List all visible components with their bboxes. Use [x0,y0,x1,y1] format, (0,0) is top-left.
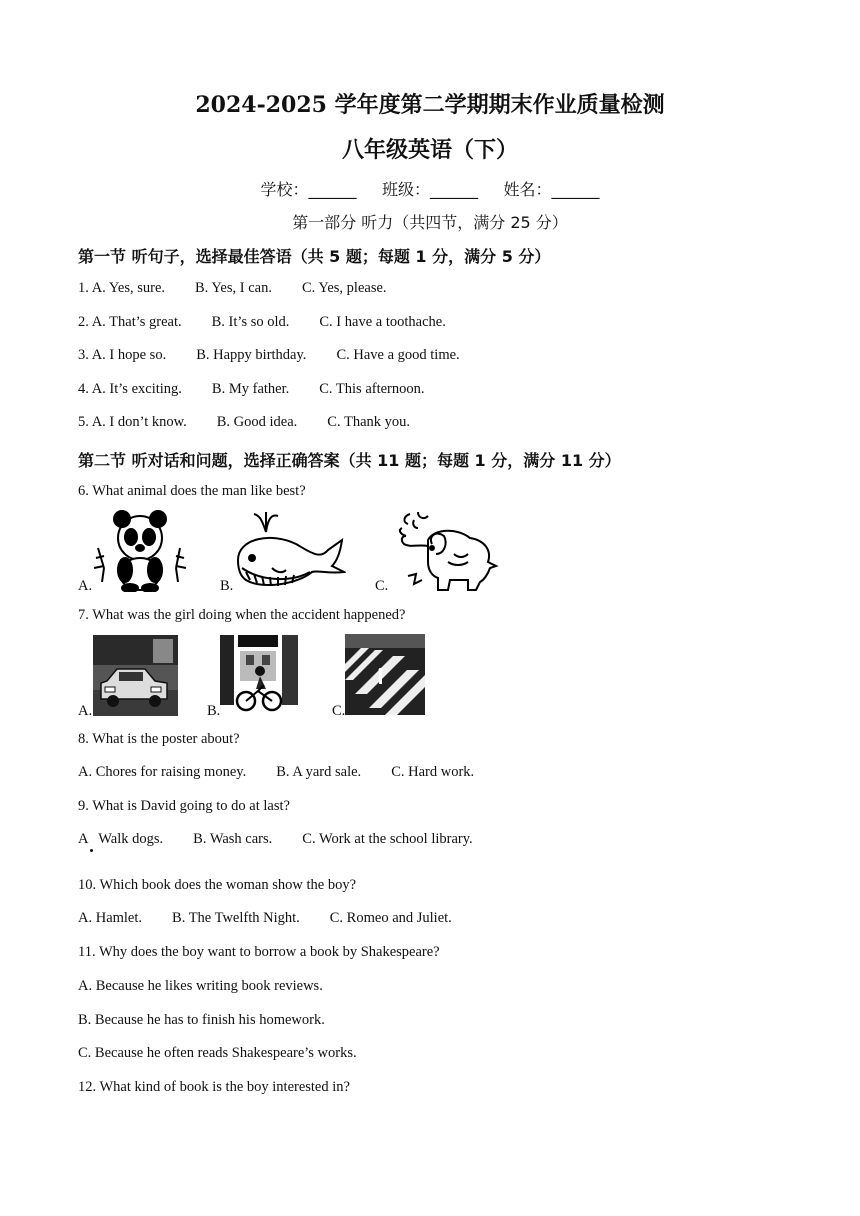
section2-heading: 第二节 听对话和问题，选择正确答案（共 11 题；每题 1 分，满分 11 分） [78,451,621,470]
question-9-options [78,831,503,848]
option: B. A yard sale. [276,764,362,780]
page-subtitle: 八年级英语（下） [341,137,518,163]
option: C. Romeo and Juliet. [329,910,452,926]
question-8: 8. What is the poster about? [78,731,240,747]
question-6: 6. What animal does the man like best? [78,483,306,499]
option: A. Chores for raising money. [78,764,247,780]
option: C. I have a toothache. [319,314,446,330]
question-11-option-a: A. Because he likes writing book reviews. [78,978,323,994]
option: 5. A. I don’t know. [78,414,187,430]
part-heading: 第一部分 听力（共四节，满分 25 分） [292,213,568,232]
question-1 [78,280,417,297]
question-8-options [78,764,504,781]
student-info-row [0,177,860,200]
question-2 [78,314,476,331]
option: C. Work at the school library. [302,831,473,847]
option: B. Wash cars. [193,831,273,847]
page-title: 2024-2025 学年度第二学期期末作业质量检测 [195,92,665,118]
option-label: A. [78,578,93,594]
question-11-option-c: C. Because he often reads Shakespeare’s works. [78,1045,357,1061]
option: B. It’s so old. [211,314,290,330]
option-label: B. [207,703,221,719]
question-11-option-b: B. Because he has to finish his homework. [78,1012,325,1028]
question-3 [78,347,490,364]
question-4 [78,381,455,398]
school-field-label: 学校：______ [260,180,357,199]
elephant-icon [388,510,500,592]
question-7: 7. What was the girl doing when the accident happened? [78,607,406,623]
option-label: B. [220,578,234,594]
option: B. The Twelfth Night. [172,910,300,926]
question-12: 12. What kind of book is the boy interested in? [78,1079,350,1095]
stray-dot [90,849,93,852]
option: B. Happy birthday. [196,347,307,363]
class-field-label: 班级：______ [381,180,478,199]
option-label: C. [375,578,389,594]
car-photo [93,635,178,716]
whale-icon [232,510,346,592]
option: C. Hard work. [391,764,475,780]
option-label: C. [332,703,346,719]
option: C. Thank you. [327,414,410,430]
question-5 [78,414,440,431]
bicycle-photo [220,635,298,715]
option: C. Yes, please. [301,280,387,296]
option: B. Yes, I can. [195,280,272,296]
option: C. This afternoon. [319,381,425,397]
section1-heading: 第一节 听句子，选择最佳答语（共 5 题；每题 1 分，满分 5 分） [78,247,551,266]
option: 2. A. That’s great. [78,314,182,330]
question-9: 9. What is David going to do at last? [78,798,290,814]
option: A Walk dogs. [78,831,164,847]
option: 1. A. Yes, sure. [78,280,166,296]
option-label: A. [78,703,93,719]
option: A. Hamlet. [78,910,143,926]
question-10-options [78,910,482,927]
panda-icon [90,508,190,592]
question-10: 10. Which book does the woman show the boy? [78,877,357,893]
option: 3. A. I hope so. [78,347,167,363]
option: B. Good idea. [216,414,298,430]
crosswalk-photo [345,634,425,715]
question-11: 11. Why does the boy want to borrow a book by Shakespeare? [78,944,440,960]
name-field-label: 姓名：______ [503,180,600,199]
option: B. My father. [211,381,290,397]
option: 4. A. It’s exciting. [78,381,182,397]
option: C. Have a good time. [336,347,460,363]
